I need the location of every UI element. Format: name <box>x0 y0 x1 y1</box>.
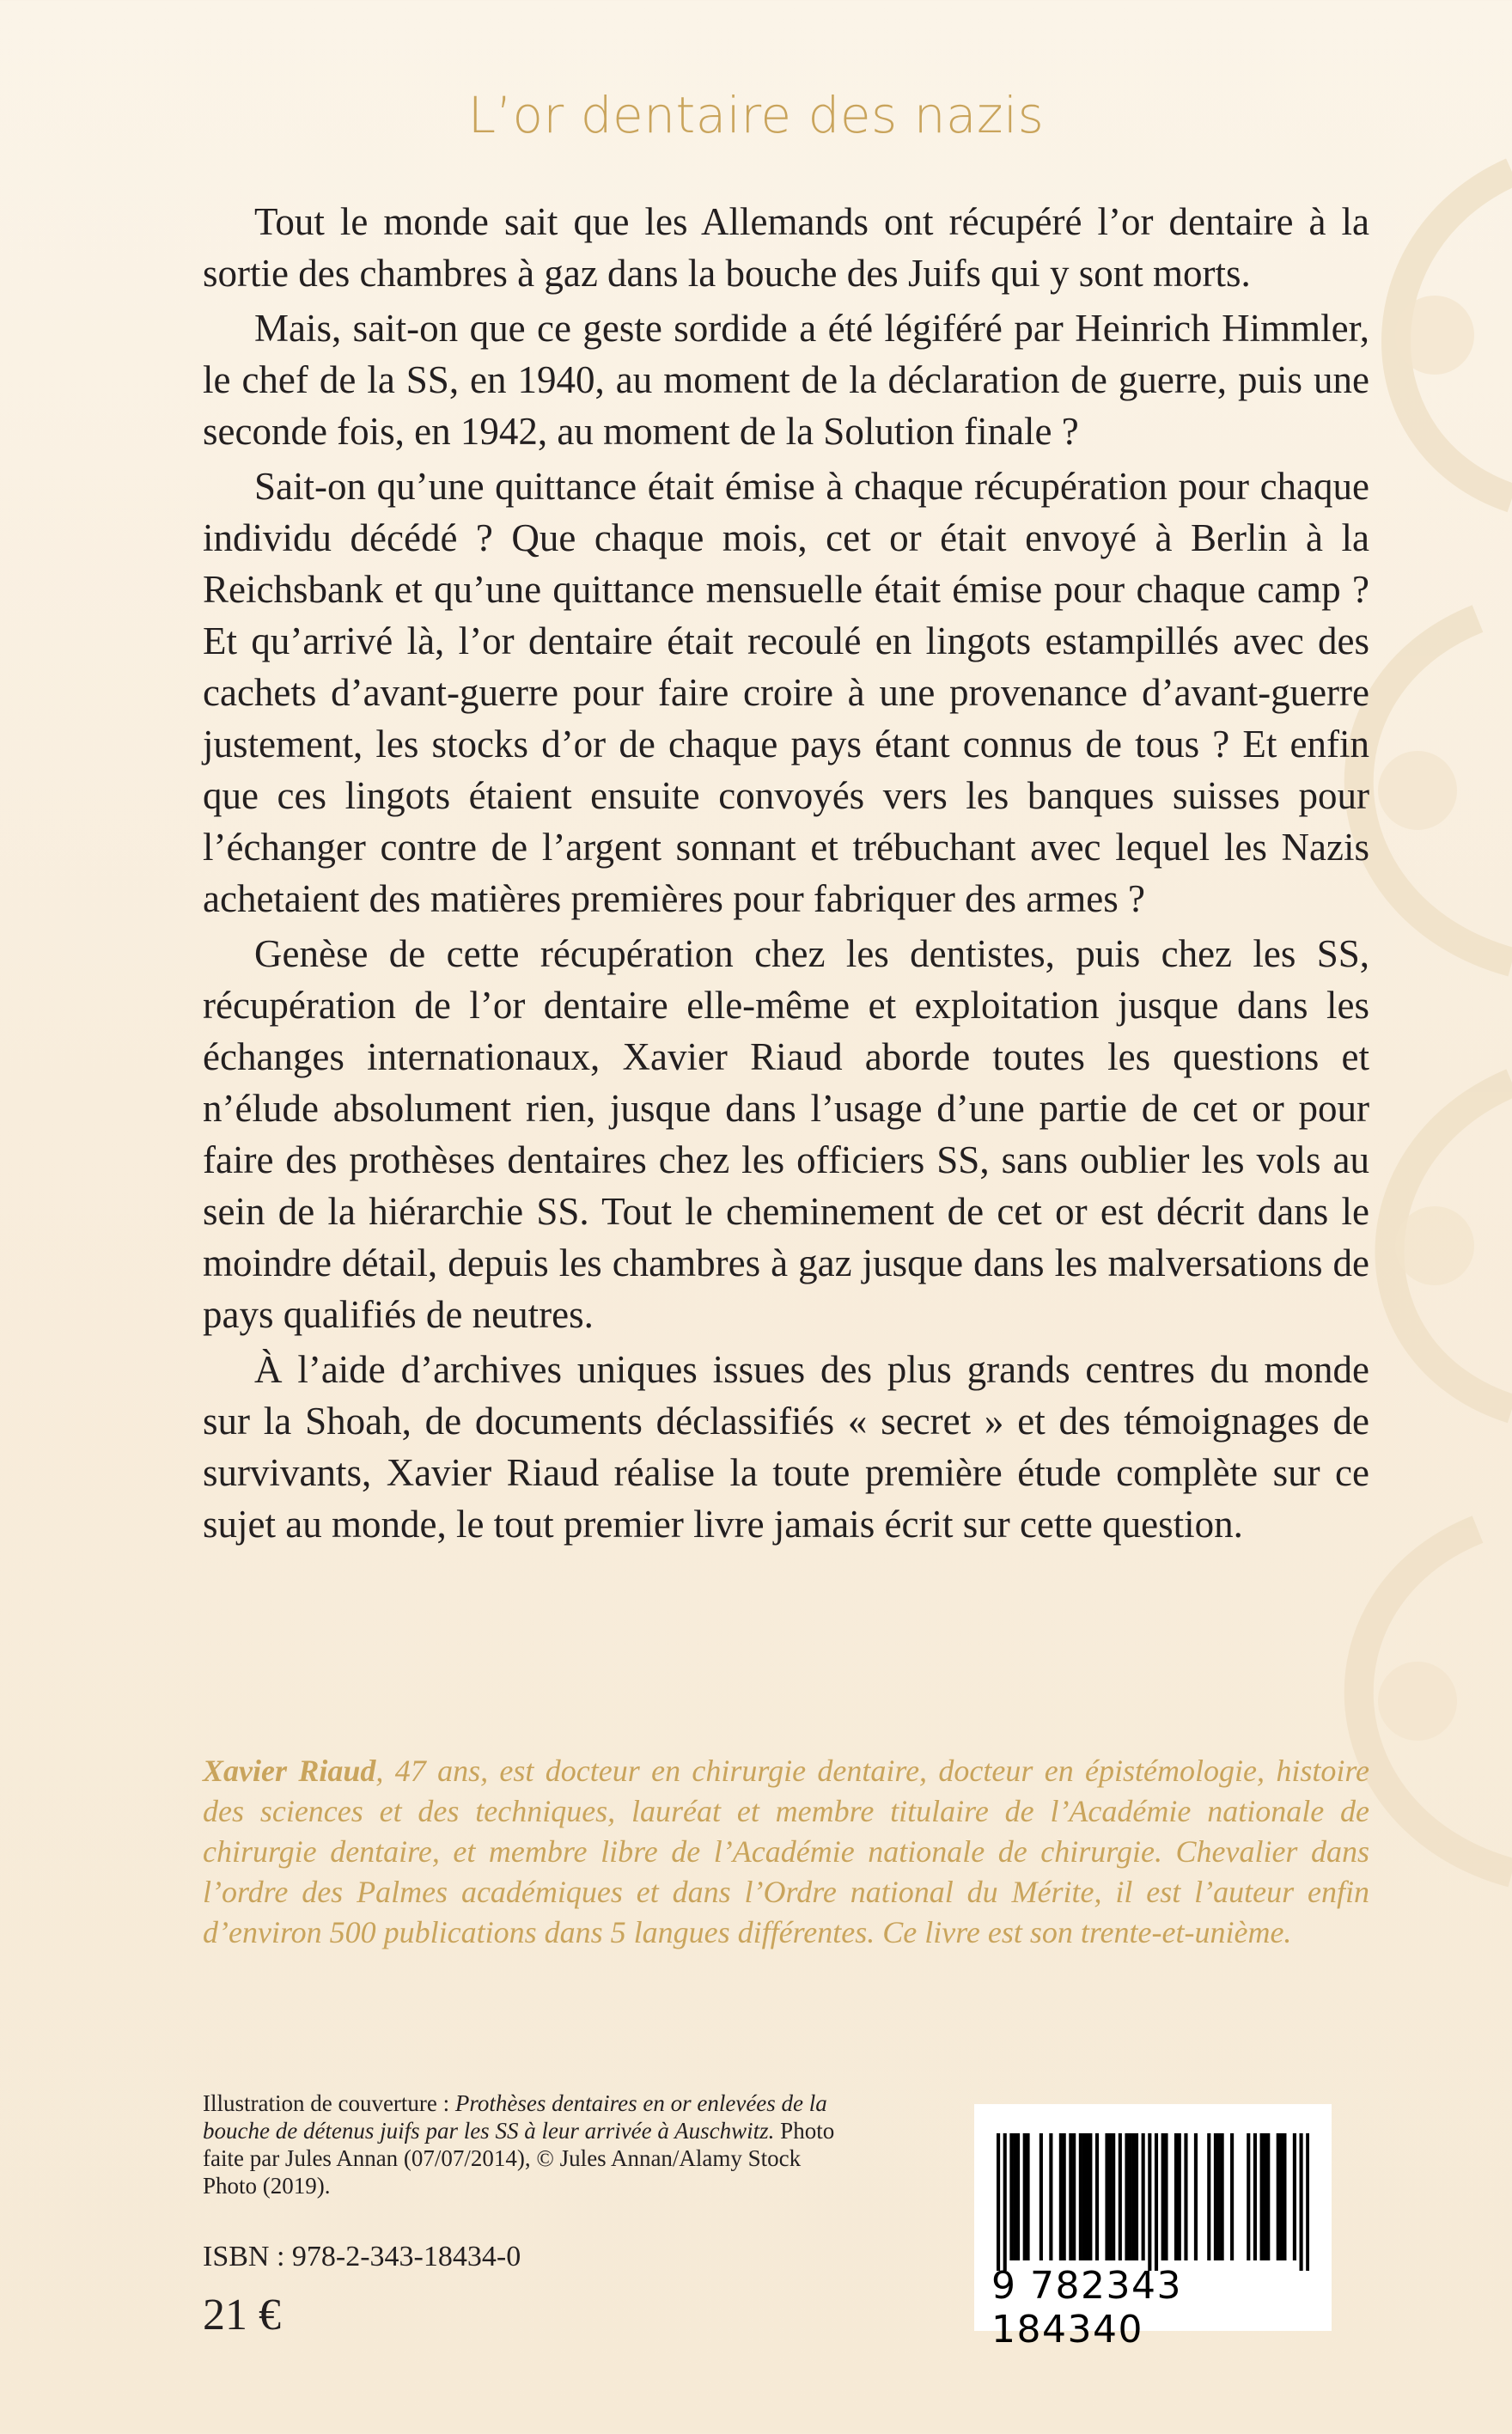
author-bio <box>203 1751 1369 1953</box>
barcode-bar <box>1300 2133 1303 2271</box>
author-name: Xavier Riaud <box>203 1754 376 1788</box>
barcode-bar <box>1293 2133 1296 2260</box>
barcode-bar <box>1263 2133 1266 2260</box>
barcode-bar <box>1003 2133 1007 2271</box>
barcode-bar <box>1164 2133 1168 2260</box>
back-cover-blurb <box>203 196 1369 1553</box>
barcode-bar <box>1148 2133 1151 2271</box>
barcode-bar <box>1009 2133 1013 2260</box>
barcode-bar <box>1131 2133 1135 2260</box>
barcode-bar <box>1217 2133 1221 2260</box>
barcode-bar <box>1013 2133 1016 2260</box>
barcode-bar <box>1230 2133 1234 2260</box>
barcode-bars <box>997 2133 1309 2271</box>
blurb-paragraph: Genèse de cette récupération chez les dentistes, puis chez les SS, récupération de l’or dentaire elle-même et exploitation jusque dans les échanges internationaux, Xavier Riaud aborde toutes les questions et n’élude absolument rien, jusque dans l’usage d’une partie de cet or pour faire des prothèses dentaires chez les officiers SS, sans oublier les vols au sein de la hiérarchie SS. Tout le cheminement de cet or est décrit dans le moindre détail, depuis les chambres à gaz jusque dans les malversations de pays qualifiés de neutres. <box>203 932 1369 1336</box>
barcode-bar <box>1112 2133 1115 2260</box>
barcode-bar <box>1221 2133 1224 2260</box>
barcode-bar <box>1266 2133 1270 2260</box>
barcode-bar <box>1128 2133 1131 2260</box>
barcode-bar <box>1072 2133 1076 2260</box>
credit-photo: Photo faite par Jules Annan (07/07/2014), © Jules Annan/Alamy Stock Photo (2019). <box>203 2118 835 2199</box>
barcode-bar <box>1260 2133 1264 2260</box>
price: 21 € <box>203 2291 281 2339</box>
barcode-bar <box>1063 2133 1066 2260</box>
barcode-bar <box>1283 2133 1286 2260</box>
book-title: L’or dentaire des nazis <box>467 86 1045 144</box>
author-bio-text: , 47 ans, est docteur en chirurgie dentaire, docteur en épistémologie, histoire des sciences et des techniques, lauréat et membre titulaire de l’Académie nationale de chirurgie dentaire, et membre libre de l’Académie nationale de chirurgie. Chevalier dans l’ordre des Palmes académiques et dans l’Ordre national du Mérite, il est l’auteur enfin d’environ 500 publications dans 5 langues différentes. Ce livre est son trente-et-unième. <box>203 1754 1370 1949</box>
cover-illustration-credit <box>203 2089 838 2199</box>
barcode-bar <box>1079 2133 1082 2260</box>
barcode-bar <box>1095 2133 1099 2260</box>
barcode-bar <box>1142 2133 1145 2260</box>
barcode-bar <box>1155 2133 1158 2271</box>
barcode-bar <box>1184 2133 1187 2260</box>
barcode-bar <box>1026 2133 1029 2260</box>
credit-caption: Prothèses dentaires en or enlevées de la bouche de détenus juifs par les SS à leur arrivée à Auschwitz. <box>203 2090 827 2144</box>
barcode-bar <box>1016 2133 1020 2260</box>
barcode-bar <box>1135 2133 1138 2260</box>
barcode-bar <box>1082 2133 1086 2260</box>
blurb-paragraph: Tout le monde sait que les Allemands ont récupéré l’or dentaire à la sortie des chambres à gaz dans la bouche des Juifs qui y sont morts. <box>203 200 1369 295</box>
barcode-bar <box>1085 2133 1088 2260</box>
barcode-bar <box>1306 2133 1309 2271</box>
barcode-bar <box>1069 2133 1072 2260</box>
barcode-bar <box>1125 2133 1128 2260</box>
barcode-digits: 9 782343 184340 <box>991 2264 1182 2352</box>
blurb-paragraph: Sait-on qu’une quittance était émise à chaque récupération pour chaque individu décédé ? Que chaque mois, cet or était envoyé à Berlin à la Reichsbank et qu’une quittance mensuelle était émise pour chaque camp ? Et qu’arrivé là, l’or dentaire était recoulé en lingots estampillés avec des cachets d’avant-guerre pour faire croire à une provenance d’avant-guerre justement, les stocks d’or de chaque pays étant connus de tous ? Et enfin que ces lingots étaient ensuite convoyés vers les banques suisses pour l’échanger contre de l’argent sonnant et trébuchant avec lequel les Nazis achetaient des matières premières pour fabriquer des armes ? <box>203 465 1369 920</box>
barcode-bar <box>1174 2133 1178 2260</box>
barcode-bar <box>1280 2133 1283 2260</box>
barcode-bar <box>1049 2133 1052 2260</box>
credit-label: Illustration de couverture : <box>203 2090 455 2116</box>
barcode-bar <box>1207 2133 1210 2260</box>
barcode-bar <box>1108 2133 1112 2260</box>
barcode-bar <box>1059 2133 1063 2260</box>
barcode-bar <box>1253 2133 1257 2260</box>
barcode-bar <box>1194 2133 1198 2260</box>
barcode-bar <box>1178 2133 1181 2260</box>
blurb-paragraph: À l’aide d’archives uniques issues des plus grands centres du monde sur la Shoah, de documents déclassifiés « secret » et des témoignages de survivants, Xavier Riaud réalise la toute première étude complète sur ce sujet au monde, le tout premier livre jamais écrit sur cette question. <box>203 1348 1369 1546</box>
blurb-paragraph: Mais, sait-on que ce geste sordide a été légiféré par Heinrich Himmler, le chef de la SS, en 1940, au moment de la déclaration de guerre, puis une seconde fois, en 1942, au moment de la Solution finale ? <box>203 307 1369 453</box>
barcode-bar <box>1023 2133 1027 2260</box>
isbn: ISBN : 978-2-343-18434-0 <box>203 2241 521 2272</box>
barcode-bar <box>1040 2133 1043 2260</box>
barcode-bar <box>1161 2133 1165 2260</box>
barcode-bar <box>1105 2133 1108 2260</box>
barcode-bar <box>1247 2133 1250 2260</box>
barcode-bar <box>1277 2133 1280 2260</box>
barcode-bar <box>1119 2133 1122 2260</box>
barcode <box>974 2104 1332 2352</box>
barcode-bar <box>1214 2133 1217 2260</box>
barcode-bar <box>1088 2133 1092 2260</box>
barcode-bar <box>997 2133 1000 2271</box>
